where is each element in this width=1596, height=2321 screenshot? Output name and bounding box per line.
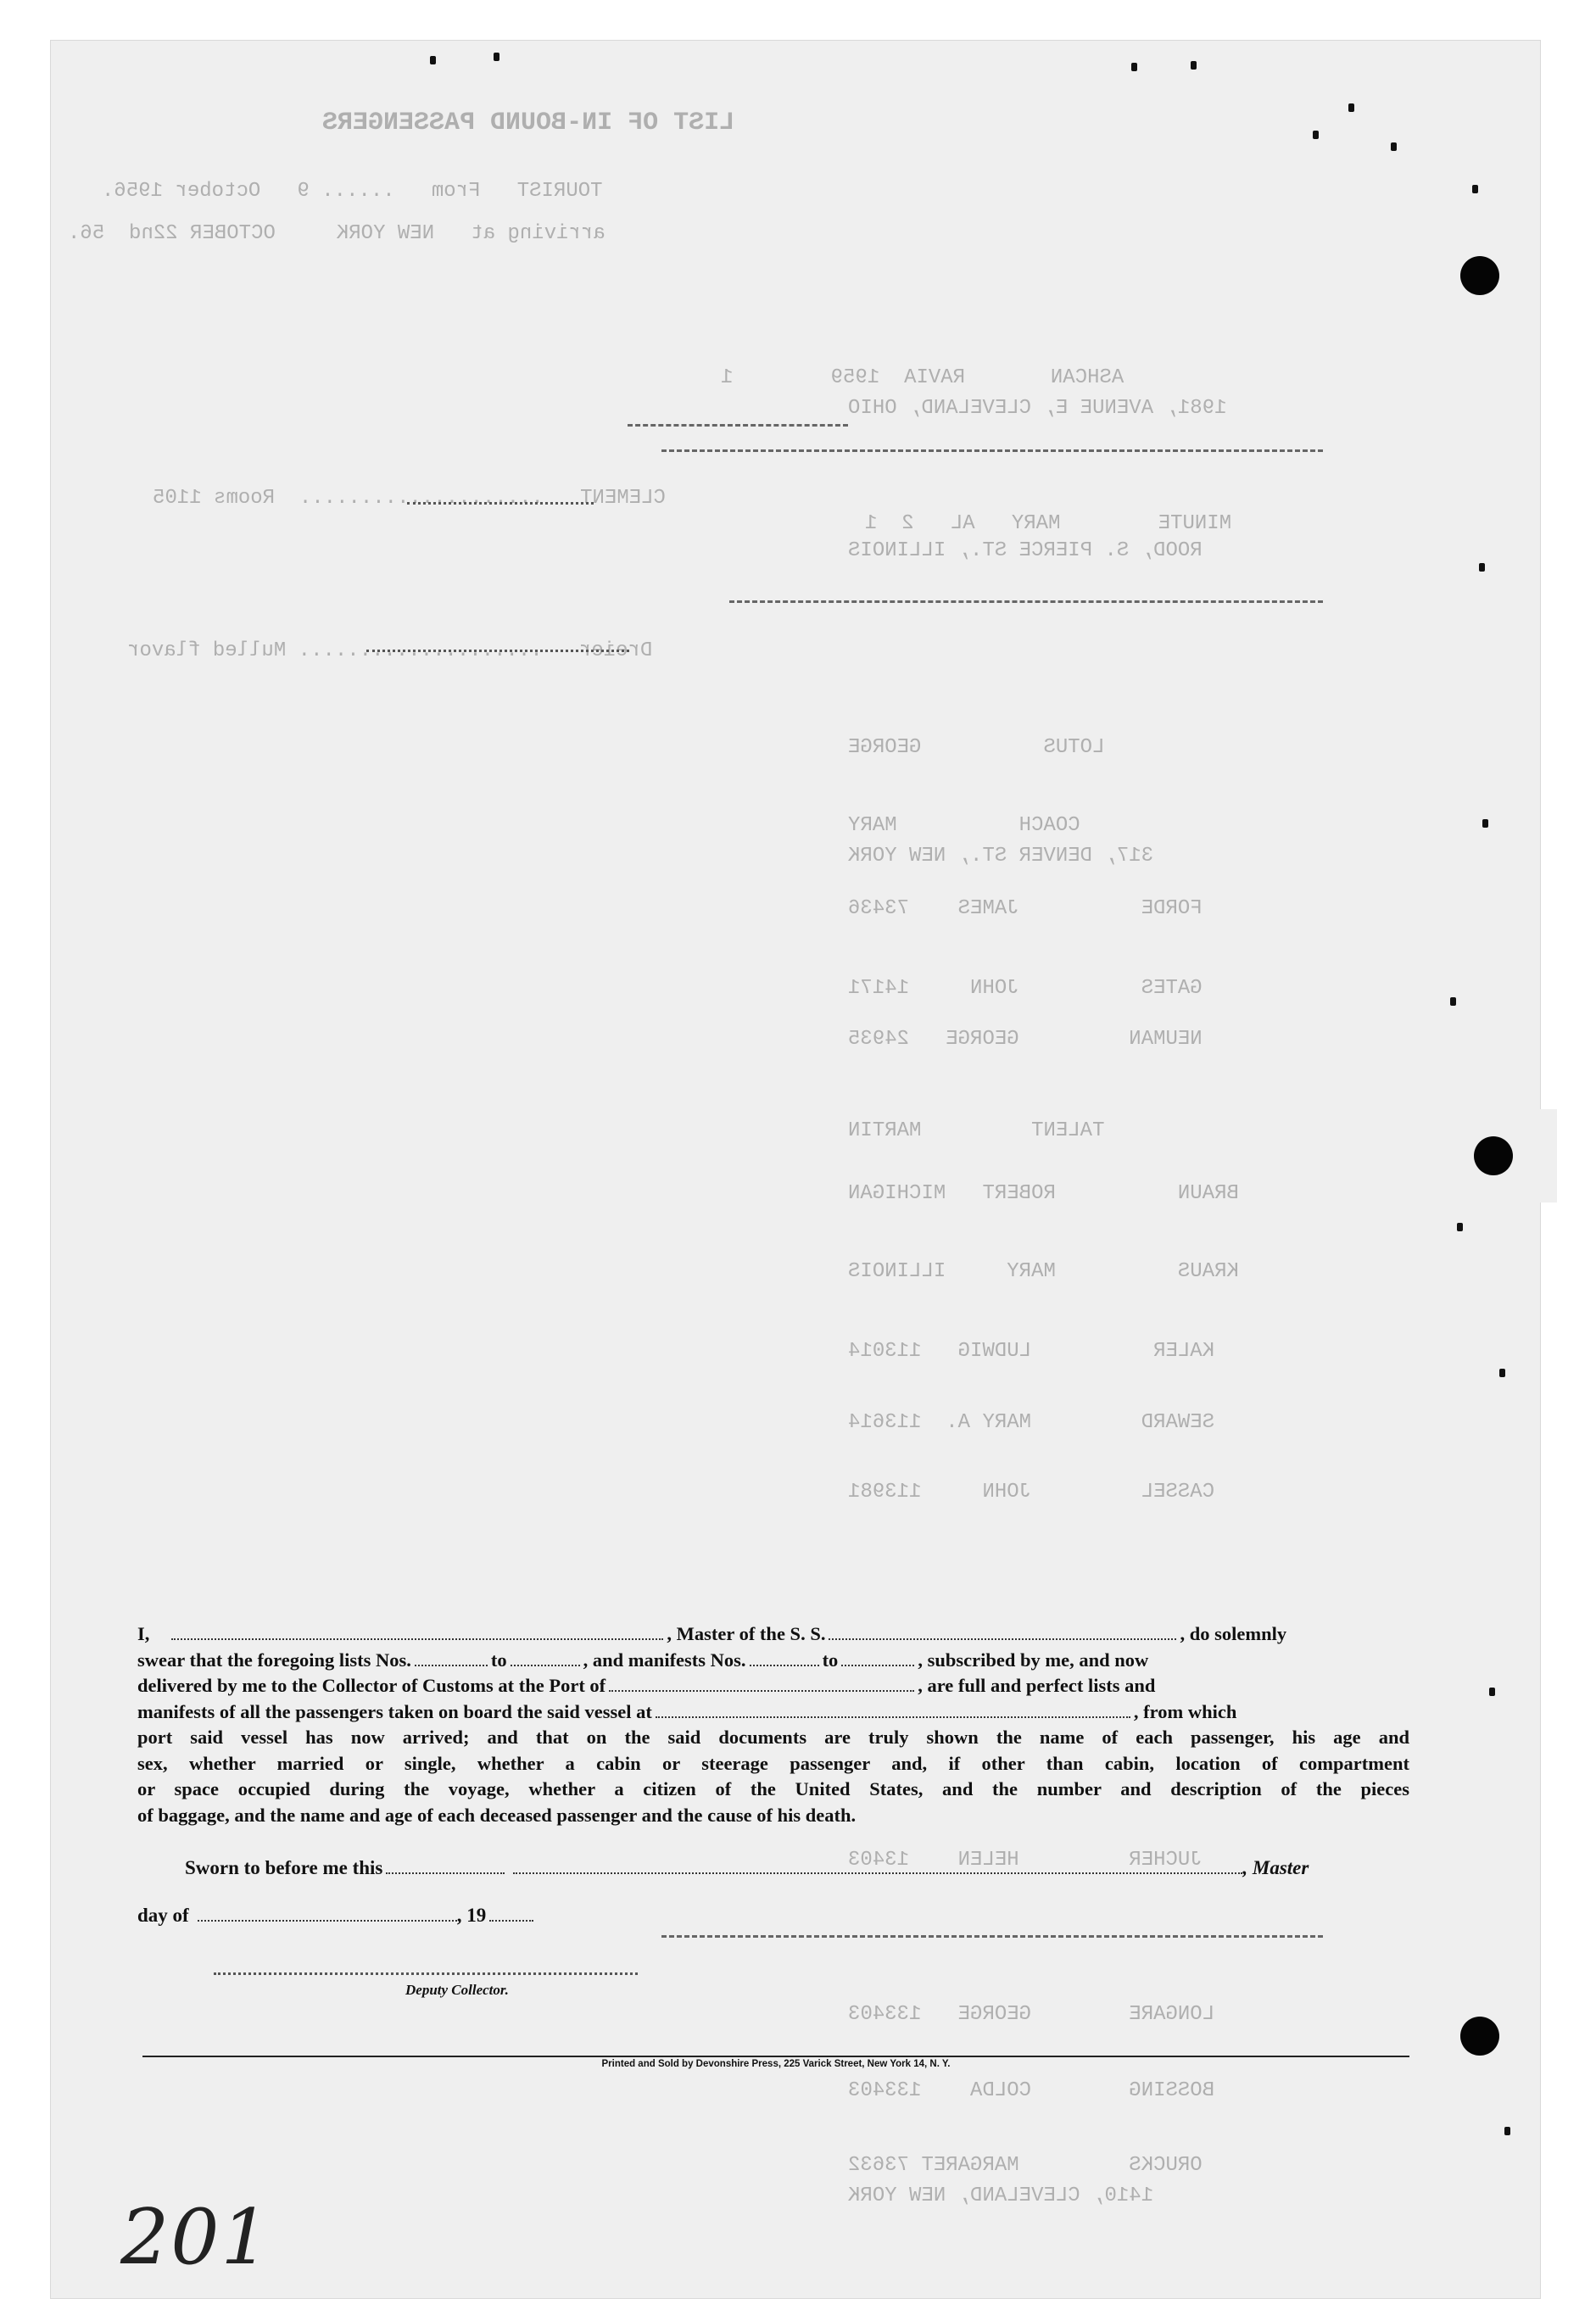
- ghost-header-3: arriving at NEW YORK OCTOBER 22nd 56.: [68, 222, 605, 245]
- port-field[interactable]: [609, 1675, 914, 1692]
- to-label-2: to: [822, 1649, 839, 1671]
- ghost-dotted-line: [366, 650, 629, 652]
- sworn-to-label: Sworn to before me this: [185, 1857, 383, 1878]
- ghost-roster-row: FORDE JAMES 73436: [848, 897, 1203, 920]
- ghost-roster-row: ORUCKS MARGARET 73632: [848, 2154, 1203, 2177]
- ghost-roster-row: JUCHER HELEN 13403: [848, 1849, 1203, 1872]
- to-label-1: to: [490, 1649, 507, 1671]
- ink-speck: [1457, 1223, 1463, 1231]
- manifests-label: , and manifests Nos.: [583, 1649, 746, 1671]
- oath-pronoun: I,: [137, 1623, 150, 1644]
- ink-speck: [1499, 1369, 1505, 1377]
- ghost-header-1: LIST OF IN-BOUND PASSENGERS: [322, 109, 735, 137]
- ghost-roster-row: CLEMENT .................... Rooms 1105: [153, 487, 666, 510]
- manifest-from-field[interactable]: [750, 1649, 819, 1666]
- ghost-roster-row: LONGARE GEORGE 133403: [848, 2003, 1215, 2026]
- oath-line-3: [137, 1673, 1409, 1699]
- deputy-signature-line[interactable]: [214, 1972, 638, 1975]
- full-perfect-label: , are full and perfect lists and: [918, 1675, 1156, 1696]
- ghost-roster-row: BRAUN ROBERT MICHIGAN: [848, 1182, 1239, 1205]
- master-label: , Master: [1242, 1857, 1309, 1878]
- ink-speck: [1450, 997, 1456, 1006]
- oath-text-line: sex, whether married or single, whether a cabin or steerage passenger and, if other than cabin, location of compartment: [137, 1752, 1409, 1774]
- ghost-roster-row: ASHCAN RAVIA 1959 1: [721, 366, 1124, 389]
- ink-speck: [1131, 63, 1137, 71]
- ghost-strike-line: [729, 600, 1323, 603]
- oath-line-4: [137, 1699, 1409, 1726]
- footer-rule: [142, 2056, 1409, 2057]
- punch-hole-middle: [1474, 1136, 1513, 1175]
- oath-block: [137, 1621, 1409, 1828]
- ink-speck: [1504, 2127, 1510, 2135]
- punch-hole-bottom: [1460, 2017, 1499, 2056]
- vessel-name-field[interactable]: [829, 1623, 1176, 1640]
- ghost-roster-row: CASSEL JOHN 113981: [848, 1481, 1215, 1504]
- ghost-roster-row: KRAUS MARY ILLINOIS: [848, 1260, 1239, 1283]
- swear-lists-label: swear that the foregoing lists Nos.: [137, 1649, 411, 1671]
- oath-text-line: of baggage, and the name and age of each deceased passenger and the cause of his death.: [137, 1804, 857, 1826]
- ghost-roster-row: LOTUS GEORGE: [848, 736, 1105, 759]
- ink-speck: [1348, 103, 1354, 112]
- ink-speck: [1489, 1688, 1495, 1696]
- ink-speck: [430, 56, 436, 64]
- ghost-roster-row: 1410, CLEVELAND, NEW YORK: [848, 2184, 1203, 2207]
- day-of-label: day of: [137, 1905, 189, 1926]
- embarkation-port-field[interactable]: [656, 1701, 1130, 1718]
- handwritten-page-number: 201: [120, 2193, 271, 2282]
- ghost-roster-row: MINUTE MARY AL 2 1: [865, 512, 1232, 535]
- ghost-strike-line: [661, 1935, 1323, 1938]
- ghost-roster-row: SEWARD MARY A. 113614: [848, 1411, 1215, 1434]
- delivered-label: delivered by me to the Collector of Customs at the Port of: [137, 1675, 606, 1696]
- list-to-field[interactable]: [511, 1649, 580, 1666]
- punch-hole-top: [1460, 256, 1499, 295]
- oath-text-line: port said vessel has now arrived; and that on the said documents are truly shown the name of each passenger, his age and: [137, 1727, 1409, 1748]
- ghost-roster-row: 1981, AVENUE E, CLEVELAND, OHIO: [848, 397, 1276, 420]
- ghost-roster-row: BOSSING COLDA 133403: [848, 2079, 1215, 2102]
- month-field[interactable]: [198, 1906, 457, 1922]
- from-which-label: , from which: [1133, 1700, 1237, 1722]
- ink-speck: [1191, 61, 1197, 70]
- ghost-roster-row: ROOD, S. PIERCE ST., ILLINOIS: [848, 539, 1252, 562]
- printer-imprint: Printed and Sold by Devonshire Press, 225 Varick Street, New York 14, N. Y.: [601, 2059, 951, 2069]
- oath-text-line: or space occupied during the voyage, whether a citizen of the United States, and the number and description of the pieces: [137, 1778, 1409, 1799]
- deputy-collector-label: Deputy Collector.: [405, 1982, 509, 1998]
- ink-speck: [1482, 819, 1488, 828]
- subscribed-label: , subscribed by me, and now: [918, 1649, 1149, 1671]
- ghost-roster-row: 317, DENVER ST., NEW YORK: [848, 845, 1203, 868]
- manifests-all-label: manifests of all the passengers taken on board the said vessel at: [137, 1700, 652, 1722]
- sworn-line: [185, 1857, 1309, 1879]
- list-from-field[interactable]: [415, 1649, 488, 1666]
- ink-speck: [1313, 131, 1319, 139]
- year-prefix-label: , 19: [456, 1905, 487, 1926]
- ghost-roster-row: GATES JOHN 14171: [848, 977, 1203, 1000]
- ghost-dotted-line: [407, 502, 594, 505]
- ink-speck: [1391, 142, 1397, 151]
- ghost-roster-row: KALER LUDWIG 113014: [848, 1340, 1215, 1363]
- ghost-roster-row: Dreier .................... Mulled flavor: [127, 639, 653, 662]
- ghost-header-2: TOURIST From ...... 9 October 1956.: [102, 180, 603, 203]
- day-of-line: [137, 1905, 533, 1927]
- master-signature-field[interactable]: [513, 1859, 1242, 1874]
- ghost-roster-row: TALENT MARTIN: [848, 1119, 1105, 1142]
- name-field[interactable]: [171, 1623, 663, 1640]
- ink-speck: [1479, 563, 1485, 572]
- manifest-to-field[interactable]: [841, 1649, 914, 1666]
- ghost-strike-line: [628, 424, 848, 427]
- master-of-label: , Master of the S. S.: [667, 1623, 826, 1644]
- do-solemnly-label: , do solemnly: [1180, 1623, 1287, 1644]
- year-field[interactable]: [489, 1906, 533, 1922]
- ink-speck: [494, 53, 499, 61]
- ghost-roster-row: NEUMAN GEORGE 24935: [848, 1028, 1203, 1051]
- oath-line-2: [137, 1648, 1409, 1674]
- ink-speck: [1472, 185, 1478, 193]
- sworn-date-field[interactable]: [386, 1859, 505, 1874]
- ghost-strike-line: [661, 449, 1323, 452]
- ghost-roster-row: COACH MARY: [848, 814, 1080, 837]
- oath-line-1: [137, 1621, 1409, 1648]
